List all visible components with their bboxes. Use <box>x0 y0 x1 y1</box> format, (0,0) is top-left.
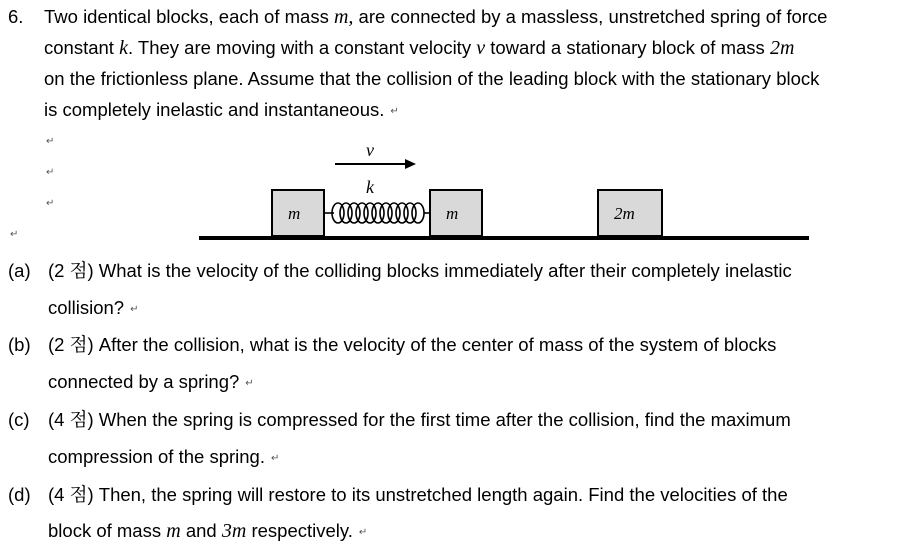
paragraph-mark: ↵ <box>46 198 55 209</box>
paragraph-mark: ↵ <box>46 136 55 147</box>
text-run: is completely inelastic and instantaneous. <box>44 99 385 120</box>
spring <box>324 203 430 223</box>
block-right-label: m <box>446 204 459 223</box>
text-run: are connected by a massless, unstretched spring of force <box>353 6 828 27</box>
spring-constant-label: k <box>366 177 374 197</box>
text-run: and <box>180 520 222 541</box>
block-stationary-label: 2m <box>614 204 635 223</box>
question-text <box>48 334 776 356</box>
question-text-cont <box>48 297 139 321</box>
math-run: 3m <box>221 520 247 542</box>
paragraph-mark: ↵ <box>46 167 55 178</box>
question-text <box>48 260 792 282</box>
paragraph-mark: ↵ <box>10 229 19 240</box>
question-text <box>48 484 788 506</box>
question-text-cont <box>48 520 367 544</box>
text-run: compression of the spring. <box>48 446 265 467</box>
text-run: After the collision, what is the velocity of the center of mass of the system of blocks <box>93 334 777 355</box>
points-badge: (4 점) <box>48 484 94 505</box>
question-text-cont <box>48 446 279 470</box>
velocity-arrow-head <box>405 159 416 169</box>
question-text <box>48 409 791 431</box>
text-run: . They are moving with a constant velocity <box>127 37 477 58</box>
text-run: on the frictionless plane. Assume that the collision of the leading block with the stationary block <box>44 68 820 89</box>
text-run: block of mass <box>48 520 167 541</box>
paragraph-mark: ↵ <box>358 527 368 538</box>
math-run: k <box>119 37 128 59</box>
text-run: What is the velocity of the colliding blocks immediately after their completely inelastic <box>93 260 792 281</box>
points-badge: (2 점) <box>48 334 94 355</box>
math-run: 2m <box>769 37 795 59</box>
paragraph-mark: ↵ <box>130 304 139 315</box>
math-run: m <box>166 520 181 542</box>
math-run: v <box>476 37 486 59</box>
text-run: collision? <box>48 297 125 318</box>
text-run: respectively. <box>246 520 353 541</box>
text-run: connected by a spring? <box>48 371 240 392</box>
text-run: When the spring is compressed for the first time after the collision, find the maximum <box>93 409 791 430</box>
question-label: (c) <box>8 409 30 430</box>
math-run: m, <box>333 6 354 28</box>
question-label: (a) <box>8 260 31 281</box>
question-label: (d) <box>8 484 31 505</box>
paragraph-mark: ↵ <box>390 106 399 117</box>
points-badge: (2 점) <box>48 260 94 281</box>
text-run: Two identical blocks, each of mass <box>44 6 334 27</box>
question-text-cont <box>48 371 254 395</box>
points-badge: (4 점) <box>48 409 94 430</box>
text-run: Then, the spring will restore to its unstretched length again. Find the velocities of the <box>93 484 788 505</box>
text-run: constant <box>44 37 120 58</box>
text-run: toward a stationary block of mass <box>485 37 770 58</box>
paragraph-mark: ↵ <box>245 378 254 389</box>
paragraph-mark: ↵ <box>270 453 280 464</box>
velocity-label: v <box>366 140 374 160</box>
block-left-label: m <box>288 204 301 223</box>
question-label: (b) <box>8 334 31 355</box>
problem-number: 6. <box>8 6 24 27</box>
